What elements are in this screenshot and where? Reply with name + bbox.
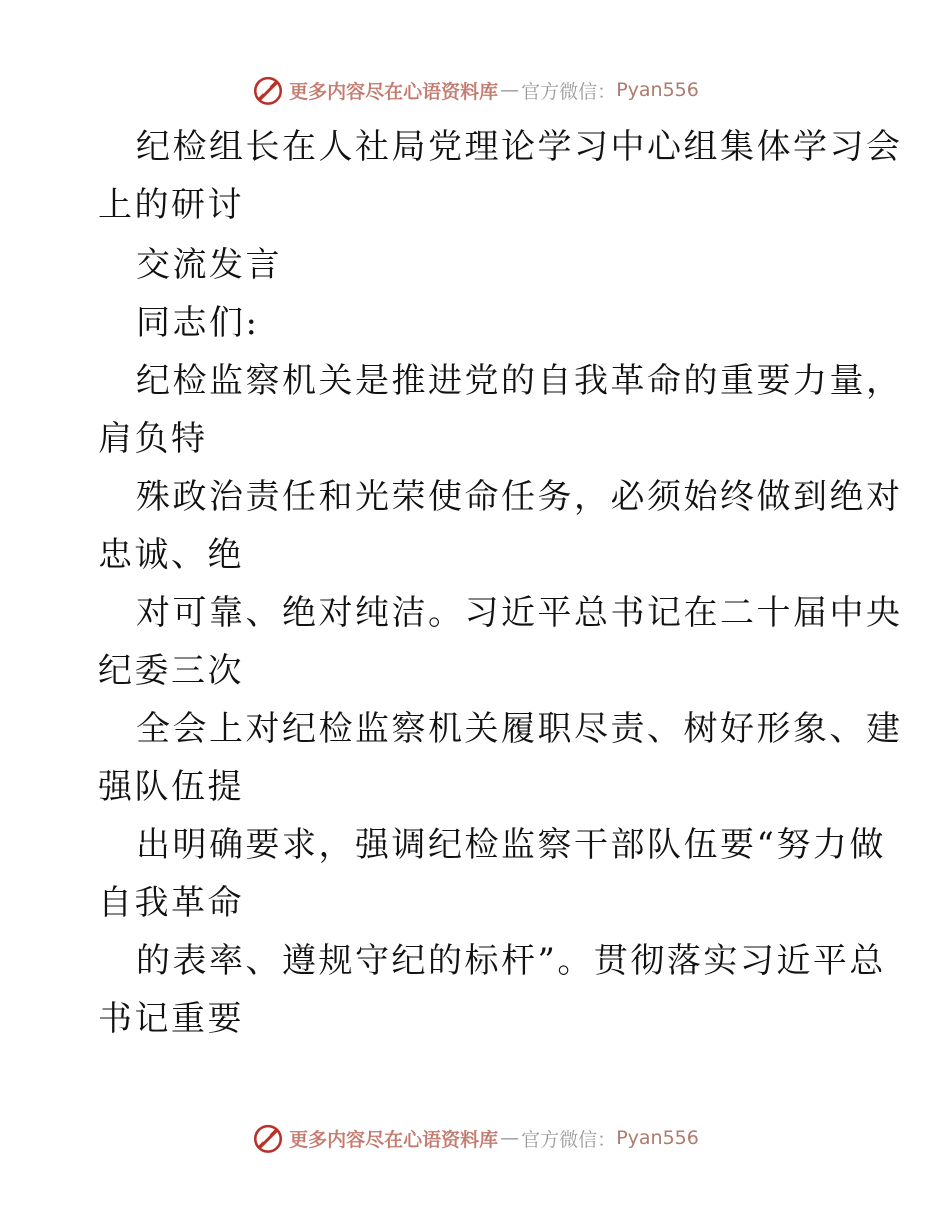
text-line: 肩负特 — [98, 419, 208, 459]
logo-icon — [251, 1121, 285, 1155]
header-banner — [0, 70, 950, 110]
banner-dash: — — [500, 1127, 520, 1149]
text-line: 书记重要 — [98, 999, 244, 1039]
banner-text: 更多内容尽在心语资料库 — [289, 1128, 499, 1151]
banner-dash: — — [500, 79, 520, 101]
text-line: 对可靠、绝对纯洁。习近平总书记在二十届中央 — [136, 593, 903, 633]
logo-icon — [251, 73, 285, 107]
text-line: 纪检组长在人社局党理论学习中心组集体学习会 — [136, 127, 903, 167]
text-line: 交流发言 — [136, 245, 282, 285]
banner-wechat-id: Pyan556 — [616, 1127, 699, 1149]
text-line: 的表率、遵规守纪的标杆”。贯彻落实习近平总 — [136, 941, 886, 981]
banner-wechat-label: 官方微信： — [521, 80, 617, 103]
text-line: 纪检监察机关是推进党的自我革命的重要力量， — [136, 361, 903, 401]
footer-banner — [0, 1118, 950, 1158]
banner-text: 更多内容尽在心语资料库 — [289, 80, 499, 103]
text-line: 自我革命 — [98, 883, 244, 923]
text-line: 殊政治责任和光荣使命任务，必须始终做到绝对 — [136, 477, 903, 517]
text-line: 上的研讨 — [98, 185, 244, 225]
text-line: 忠诚、绝 — [98, 535, 244, 575]
text-line: 强队伍提 — [98, 767, 244, 807]
text-line: 纪委三次 — [98, 651, 244, 691]
text-line: 出明确要求，强调纪检监察干部队伍要“努力做 — [136, 825, 886, 865]
text-line: 同志们: — [136, 303, 260, 343]
banner-wechat-label: 官方微信： — [521, 1128, 617, 1151]
banner-wechat-id: Pyan556 — [616, 79, 699, 101]
text-line: 全会上对纪检监察机关履职尽责、树好形象、建 — [136, 709, 903, 749]
